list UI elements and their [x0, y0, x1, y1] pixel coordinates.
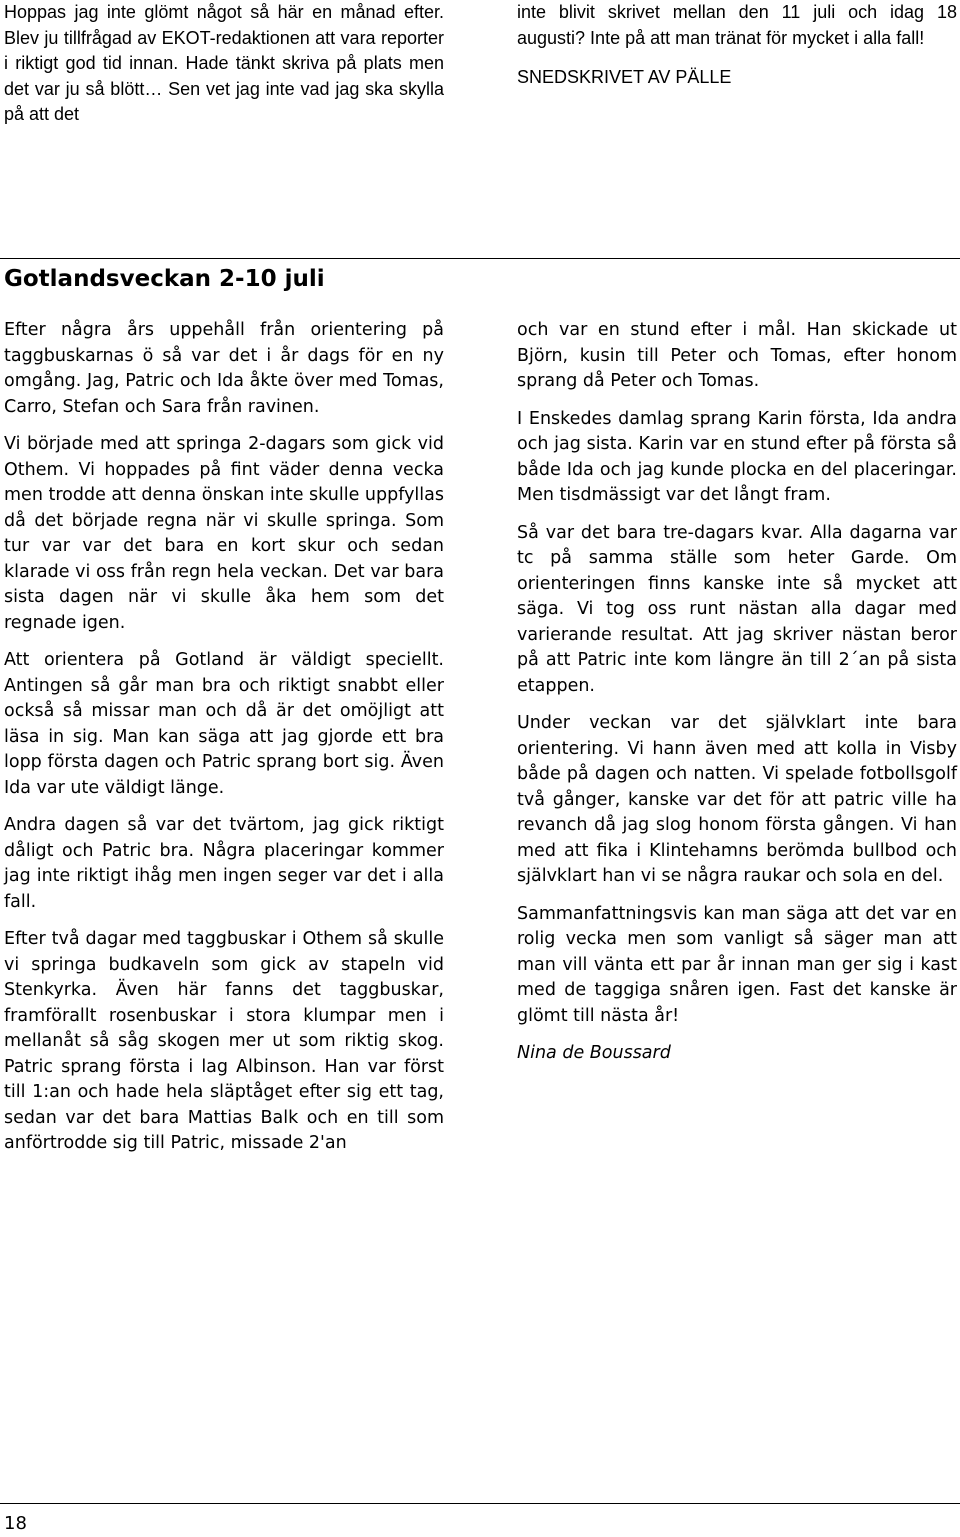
article-left-column	[4, 318, 444, 1169]
previous-article-byline: SNEDSKRIVET AV PÄLLE	[517, 67, 732, 87]
paragraph: Så var det bara tre-dagars kvar. Alla dagarna var tc på samma ställe som heter Garde. Om orienteringen finns kanske inte så mycket att säga. Vi tog oss runt nästan alla dagar med varierande resultat. Att jag skriver nästan beror på att Patric inte kom längre än till 2´an på sista etappen.	[517, 522, 957, 696]
article-title: Gotlandsveckan 2-10 juli	[4, 266, 325, 292]
footer-divider	[0, 1503, 960, 1504]
page-number: 18	[4, 1513, 27, 1534]
paragraph: Vi började med att springa 2-dagars som gick vid Othem. Vi hoppades på fint väder denna vecka men trodde att denna önskan inte skulle uppfyllas då det började regna när vi skulle springa. Som tur var var det bara en kort skur och sedan klarade vi oss från regn hela veckan. Det var bara sista dagen när vi skulle åka hem som det regnade igen.	[4, 434, 444, 633]
previous-article-right-column	[517, 0, 957, 103]
paragraph: Hoppas jag inte glömt något så här en månad efter. Blev ju tillfrågad av EKOT-redaktionen att vara reporter i riktigt god tid innan. Hade tänkt skriva på plats men det var ju så blött… Sen vet jag inte vad jag ska skylla på att det	[4, 2, 444, 124]
article-signature: Nina de Boussard	[517, 1043, 671, 1063]
article-right-column	[517, 318, 957, 1079]
paragraph: Efter två dagar med taggbuskar i Othem så skulle vi springa budkaveln som gick av stapeln vid Stenkyrka. Även här fanns det taggbuskar, framförallt rosenbuskar i stora klumpar men i mellanåt så såg skogen mer ut som riktig skog. Patric sprang första i lag Albinson. Han var först till 1:an och hade hela släptåget efter sig ett tag, sedan var det bara Mattias Balk och en till som anförtrodde sig till Patric, missade 2'an	[4, 929, 444, 1153]
paragraph: Andra dagen så var det tvärtom, jag gick riktigt dåligt och Patric bra. Några placeringar kommer jag inte riktigt ihåg men ingen seger var det i alla fall.	[4, 815, 444, 912]
paragraph: Efter några års uppehåll från orientering på taggbuskarnas ö så var det i år dags för en ny omgång. Jag, Patric och Ida åkte över med Tomas, Carro, Stefan och Sara från ravinen.	[4, 320, 444, 417]
paragraph: I Enskedes damlag sprang Karin första, Ida andra och jag sista. Karin var en stund efter på första så både Ida och jag kunde plocka en del placeringar. Men tisdmässigt var det långt fram.	[517, 408, 957, 505]
paragraph: inte blivit skrivet mellan den 11 juli och idag 18 augusti? Inte på att man tränat för mycket i alla fall!	[517, 2, 957, 48]
paragraph: Sammanfattningsvis kan man säga att det var en rolig vecka men som vanligt så säger man att man vill vänta ett par år innan man ger sig i kast med de taggiga snåren igen. Fast det kanske är glömt till nästa år!	[517, 903, 957, 1026]
section-divider	[0, 258, 960, 259]
previous-article-left-column	[4, 0, 444, 140]
paragraph: och var en stund efter i mål. Han skickade ut Björn, kusin till Peter och Tomas, efter honom sprang då Peter och Tomas.	[517, 320, 957, 391]
paragraph: Att orientera på Gotland är väldigt speciellt. Antingen så går man bra och riktigt snabbt eller också så missar man och då är det omöjligt att läsa in sig. Man kan säga att jag gjorde ett bra lopp första dagen och Patric sprang bort sig. Även Ida var ute väldigt länge.	[4, 650, 444, 798]
paragraph: Under veckan var det självklart inte bara orientering. Vi hann även med att kolla in Visby både på dagen och natten. Vi spelade fotbollsgolf två gånger, kanske var det för att patric ville ha revanch då jag slog honom första gången. Vi han med att fika i Klintehamns berömda bullbod och självklart han vi se några raukar och sola en del.	[517, 713, 957, 886]
